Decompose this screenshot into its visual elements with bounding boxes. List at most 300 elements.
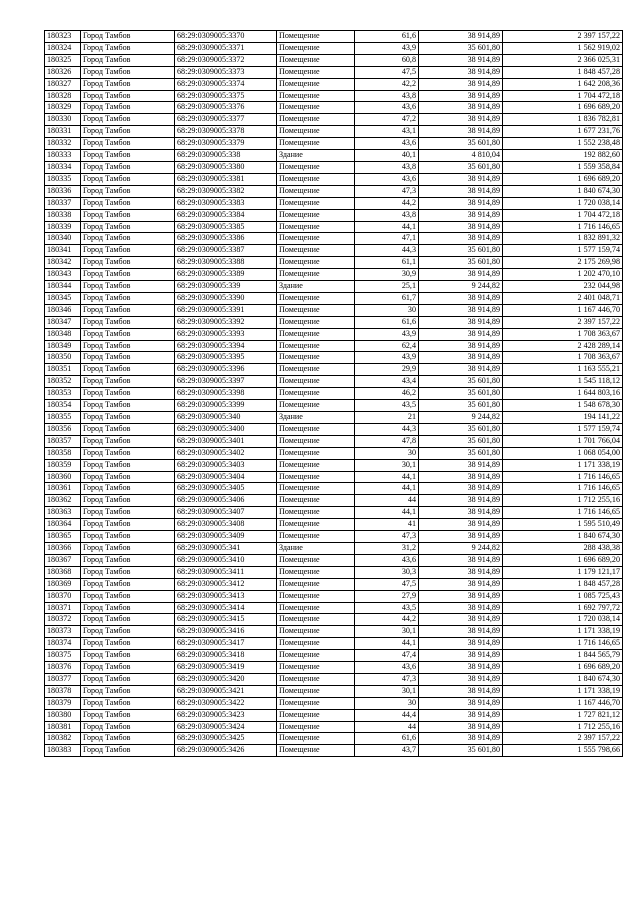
unit-value-cell: 35 601,80: [419, 423, 503, 435]
area-cell: 43,8: [355, 90, 419, 102]
city-cell: Город Тамбов: [81, 650, 175, 662]
row-number-cell: 180330: [45, 114, 81, 126]
area-cell: 46,2: [355, 388, 419, 400]
cadastral-value-cell: 1 848 457,28: [503, 578, 623, 590]
city-cell: Город Тамбов: [81, 233, 175, 245]
unit-value-cell: 38 914,89: [419, 626, 503, 638]
cadastral-number-cell: 68:29:0309005:3420: [175, 673, 277, 685]
unit-value-cell: 38 914,89: [419, 352, 503, 364]
object-type-cell: Помещение: [277, 554, 355, 566]
row-number-cell: 180374: [45, 638, 81, 650]
object-type-cell: Помещение: [277, 173, 355, 185]
row-number-cell: 180344: [45, 281, 81, 293]
city-cell: Город Тамбов: [81, 685, 175, 697]
table-row: [45, 138, 623, 150]
cadastral-value-cell: 2 397 157,22: [503, 316, 623, 328]
cadastral-number-cell: 68:29:0309005:3401: [175, 435, 277, 447]
object-type-cell: Помещение: [277, 388, 355, 400]
row-number-cell: 180361: [45, 483, 81, 495]
object-type-cell: Помещение: [277, 662, 355, 674]
area-cell: 44,4: [355, 709, 419, 721]
cadastral-number-cell: 68:29:0309005:3386: [175, 233, 277, 245]
table-row: [45, 316, 623, 328]
unit-value-cell: 38 914,89: [419, 554, 503, 566]
unit-value-cell: 38 914,89: [419, 709, 503, 721]
area-cell: 43,6: [355, 102, 419, 114]
city-cell: Город Тамбов: [81, 602, 175, 614]
unit-value-cell: 38 914,89: [419, 590, 503, 602]
unit-value-cell: 38 914,89: [419, 221, 503, 233]
row-number-cell: 180379: [45, 697, 81, 709]
unit-value-cell: 38 914,89: [419, 233, 503, 245]
unit-value-cell: 38 914,89: [419, 614, 503, 626]
object-type-cell: Помещение: [277, 519, 355, 531]
row-number-cell: 180335: [45, 173, 81, 185]
row-number-cell: 180329: [45, 102, 81, 114]
row-number-cell: 180354: [45, 400, 81, 412]
city-cell: Город Тамбов: [81, 614, 175, 626]
row-number-cell: 180369: [45, 578, 81, 590]
table-row: [45, 483, 623, 495]
area-cell: 44: [355, 721, 419, 733]
table-row: [45, 197, 623, 209]
city-cell: Город Тамбов: [81, 471, 175, 483]
object-type-cell: Помещение: [277, 364, 355, 376]
city-cell: Город Тамбов: [81, 281, 175, 293]
cadastral-value-cell: 1 704 472,18: [503, 90, 623, 102]
row-number-cell: 180366: [45, 542, 81, 554]
cadastral-value-cell: 1 716 146,65: [503, 471, 623, 483]
city-cell: Город Тамбов: [81, 316, 175, 328]
cadastral-value-cell: 1 085 725,43: [503, 590, 623, 602]
object-type-cell: Помещение: [277, 471, 355, 483]
table-row: [45, 54, 623, 66]
area-cell: 61,1: [355, 257, 419, 269]
cadastral-value-cell: 1 644 803,16: [503, 388, 623, 400]
row-number-cell: 180324: [45, 42, 81, 54]
cadastral-number-cell: 68:29:0309005:3412: [175, 578, 277, 590]
city-cell: Город Тамбов: [81, 745, 175, 757]
unit-value-cell: 38 914,89: [419, 507, 503, 519]
city-cell: Город Тамбов: [81, 269, 175, 281]
table-row: [45, 352, 623, 364]
city-cell: Город Тамбов: [81, 114, 175, 126]
table-row: [45, 376, 623, 388]
row-number-cell: 180327: [45, 78, 81, 90]
area-cell: 43,7: [355, 745, 419, 757]
object-type-cell: Помещение: [277, 423, 355, 435]
row-number-cell: 180352: [45, 376, 81, 388]
cadastral-number-cell: 68:29:0309005:3374: [175, 78, 277, 90]
row-number-cell: 180331: [45, 126, 81, 138]
cadastral-value-cell: 1 696 689,20: [503, 173, 623, 185]
unit-value-cell: 38 914,89: [419, 292, 503, 304]
cadastral-number-cell: 68:29:0309005:340: [175, 412, 277, 424]
cadastral-number-cell: 68:29:0309005:3394: [175, 340, 277, 352]
area-cell: 47,5: [355, 66, 419, 78]
object-type-cell: Помещение: [277, 197, 355, 209]
table-row: [45, 304, 623, 316]
object-type-cell: Помещение: [277, 673, 355, 685]
cadastral-number-cell: 68:29:0309005:3384: [175, 209, 277, 221]
object-type-cell: Помещение: [277, 400, 355, 412]
object-type-cell: Помещение: [277, 304, 355, 316]
cadastral-number-cell: 68:29:0309005:3372: [175, 54, 277, 66]
area-cell: 43,4: [355, 376, 419, 388]
unit-value-cell: 38 914,89: [419, 31, 503, 43]
object-type-cell: Помещение: [277, 78, 355, 90]
object-type-cell: Помещение: [277, 531, 355, 543]
table-row: [45, 412, 623, 424]
area-cell: 43,9: [355, 42, 419, 54]
area-cell: 44,1: [355, 483, 419, 495]
row-number-cell: 180371: [45, 602, 81, 614]
unit-value-cell: 38 914,89: [419, 78, 503, 90]
row-number-cell: 180380: [45, 709, 81, 721]
unit-value-cell: 38 914,89: [419, 328, 503, 340]
table-row: [45, 185, 623, 197]
unit-value-cell: 38 914,89: [419, 519, 503, 531]
object-type-cell: Помещение: [277, 245, 355, 257]
cadastral-number-cell: 68:29:0309005:3413: [175, 590, 277, 602]
cadastral-number-cell: 68:29:0309005:3382: [175, 185, 277, 197]
table-row: [45, 662, 623, 674]
cadastral-value-cell: 1 179 121,17: [503, 566, 623, 578]
city-cell: Город Тамбов: [81, 519, 175, 531]
table-row: [45, 292, 623, 304]
object-type-cell: Помещение: [277, 602, 355, 614]
table-row: [45, 542, 623, 554]
object-type-cell: Здание: [277, 281, 355, 293]
object-type-cell: Помещение: [277, 328, 355, 340]
table-row: [45, 400, 623, 412]
row-number-cell: 180363: [45, 507, 81, 519]
cadastral-value-cell: 1 716 146,65: [503, 638, 623, 650]
cadastral-number-cell: 68:29:0309005:338: [175, 150, 277, 162]
unit-value-cell: 35 601,80: [419, 376, 503, 388]
unit-value-cell: 38 914,89: [419, 209, 503, 221]
table-row: [45, 245, 623, 257]
cadastral-number-cell: 68:29:0309005:3419: [175, 662, 277, 674]
cadastral-value-cell: 1 577 159,74: [503, 245, 623, 257]
row-number-cell: 180323: [45, 31, 81, 43]
area-cell: 30,1: [355, 459, 419, 471]
row-number-cell: 180358: [45, 447, 81, 459]
city-cell: Город Тамбов: [81, 31, 175, 43]
table-row: [45, 602, 623, 614]
city-cell: Город Тамбов: [81, 566, 175, 578]
area-cell: 44,1: [355, 638, 419, 650]
cadastral-value-cell: 1 163 555,21: [503, 364, 623, 376]
area-cell: 30: [355, 697, 419, 709]
unit-value-cell: 35 601,80: [419, 161, 503, 173]
table-row: [45, 269, 623, 281]
object-type-cell: Помещение: [277, 376, 355, 388]
cadastral-value-cell: 1 696 689,20: [503, 662, 623, 674]
object-type-cell: Помещение: [277, 138, 355, 150]
cadastral-value-cell: 2 397 157,22: [503, 31, 623, 43]
row-number-cell: 180337: [45, 197, 81, 209]
area-cell: 43,8: [355, 209, 419, 221]
city-cell: Город Тамбов: [81, 662, 175, 674]
city-cell: Город Тамбов: [81, 554, 175, 566]
city-cell: Город Тамбов: [81, 673, 175, 685]
cadastral-value-cell: 1 595 510,49: [503, 519, 623, 531]
city-cell: Город Тамбов: [81, 590, 175, 602]
cadastral-number-cell: 68:29:0309005:3405: [175, 483, 277, 495]
city-cell: Город Тамбов: [81, 138, 175, 150]
cadastral-number-cell: 68:29:0309005:3416: [175, 626, 277, 638]
cadastral-value-cell: 192 882,60: [503, 150, 623, 162]
city-cell: Город Тамбов: [81, 578, 175, 590]
object-type-cell: Помещение: [277, 340, 355, 352]
cadastral-number-cell: 68:29:0309005:3425: [175, 733, 277, 745]
area-cell: 43,5: [355, 602, 419, 614]
area-cell: 30,1: [355, 626, 419, 638]
area-cell: 44,2: [355, 614, 419, 626]
cadastral-number-cell: 68:29:0309005:3398: [175, 388, 277, 400]
cadastral-number-cell: 68:29:0309005:3381: [175, 173, 277, 185]
cadastral-number-cell: 68:29:0309005:3371: [175, 42, 277, 54]
row-number-cell: 180333: [45, 150, 81, 162]
row-number-cell: 180367: [45, 554, 81, 566]
row-number-cell: 180347: [45, 316, 81, 328]
unit-value-cell: 38 914,89: [419, 459, 503, 471]
area-cell: 61,6: [355, 31, 419, 43]
area-cell: 47,1: [355, 233, 419, 245]
area-cell: 21: [355, 412, 419, 424]
row-number-cell: 180328: [45, 90, 81, 102]
cadastral-value-cell: 1 712 255,16: [503, 721, 623, 733]
row-number-cell: 180373: [45, 626, 81, 638]
area-cell: 62,4: [355, 340, 419, 352]
object-type-cell: Помещение: [277, 185, 355, 197]
area-cell: 61,7: [355, 292, 419, 304]
area-cell: 44,1: [355, 507, 419, 519]
city-cell: Город Тамбов: [81, 364, 175, 376]
unit-value-cell: 38 914,89: [419, 685, 503, 697]
cadastral-number-cell: 68:29:0309005:3403: [175, 459, 277, 471]
object-type-cell: Здание: [277, 150, 355, 162]
city-cell: Город Тамбов: [81, 209, 175, 221]
unit-value-cell: 38 914,89: [419, 364, 503, 376]
row-number-cell: 180365: [45, 531, 81, 543]
area-cell: 30,3: [355, 566, 419, 578]
object-type-cell: Помещение: [277, 126, 355, 138]
unit-value-cell: 9 244,82: [419, 281, 503, 293]
row-number-cell: 180372: [45, 614, 81, 626]
city-cell: Город Тамбов: [81, 531, 175, 543]
cadastral-number-cell: 68:29:0309005:3408: [175, 519, 277, 531]
unit-value-cell: 38 914,89: [419, 304, 503, 316]
cadastral-number-cell: 68:29:0309005:3378: [175, 126, 277, 138]
cadastral-value-cell: 1 716 146,65: [503, 483, 623, 495]
area-cell: 29,9: [355, 364, 419, 376]
unit-value-cell: 38 914,89: [419, 662, 503, 674]
area-cell: 60,8: [355, 54, 419, 66]
table-row: [45, 340, 623, 352]
area-cell: 25,1: [355, 281, 419, 293]
cadastral-value-cell: 1 692 797,72: [503, 602, 623, 614]
row-number-cell: 180381: [45, 721, 81, 733]
table-row: [45, 281, 623, 293]
area-cell: 43,6: [355, 138, 419, 150]
area-cell: 43,9: [355, 352, 419, 364]
cadastral-value-cell: 1 836 782,81: [503, 114, 623, 126]
table-row: [45, 221, 623, 233]
city-cell: Город Тамбов: [81, 66, 175, 78]
table-row: [45, 459, 623, 471]
cadastral-number-cell: 68:29:0309005:3392: [175, 316, 277, 328]
city-cell: Город Тамбов: [81, 412, 175, 424]
cadastral-value-cell: 1 720 038,14: [503, 197, 623, 209]
cadastral-value-cell: 1 577 159,74: [503, 423, 623, 435]
cadastral-number-cell: 68:29:0309005:3387: [175, 245, 277, 257]
row-number-cell: 180350: [45, 352, 81, 364]
row-number-cell: 180343: [45, 269, 81, 281]
unit-value-cell: 35 601,80: [419, 138, 503, 150]
cadastral-number-cell: 68:29:0309005:3407: [175, 507, 277, 519]
city-cell: Город Тамбов: [81, 245, 175, 257]
city-cell: Город Тамбов: [81, 328, 175, 340]
cadastral-value-cell: 1 559 358,84: [503, 161, 623, 173]
cadastral-value-cell: 1 708 363,67: [503, 328, 623, 340]
table-row: [45, 447, 623, 459]
area-cell: 30,1: [355, 685, 419, 697]
object-type-cell: Здание: [277, 412, 355, 424]
table-row: [45, 650, 623, 662]
table-row: [45, 626, 623, 638]
cadastral-number-cell: 68:29:0309005:3373: [175, 66, 277, 78]
table-row: [45, 90, 623, 102]
cadastral-value-cell: 1 202 470,10: [503, 269, 623, 281]
cadastral-number-cell: 68:29:0309005:3383: [175, 197, 277, 209]
unit-value-cell: 38 914,89: [419, 697, 503, 709]
object-type-cell: Помещение: [277, 209, 355, 221]
area-cell: 47,3: [355, 185, 419, 197]
cadastral-value-cell: 2 397 157,22: [503, 733, 623, 745]
row-number-cell: 180346: [45, 304, 81, 316]
object-type-cell: Помещение: [277, 614, 355, 626]
cadastral-number-cell: 68:29:0309005:3376: [175, 102, 277, 114]
table-row: [45, 471, 623, 483]
cadastral-number-cell: 68:29:0309005:3406: [175, 495, 277, 507]
area-cell: 31,2: [355, 542, 419, 554]
unit-value-cell: 38 914,89: [419, 495, 503, 507]
table-row: [45, 435, 623, 447]
cadastral-number-cell: 68:29:0309005:3424: [175, 721, 277, 733]
area-cell: 47,5: [355, 578, 419, 590]
area-cell: 43,1: [355, 126, 419, 138]
cadastral-number-cell: 68:29:0309005:3395: [175, 352, 277, 364]
row-number-cell: 180345: [45, 292, 81, 304]
unit-value-cell: 38 914,89: [419, 114, 503, 126]
city-cell: Город Тамбов: [81, 197, 175, 209]
table-row: [45, 590, 623, 602]
cadastral-number-cell: 68:29:0309005:3402: [175, 447, 277, 459]
cadastral-number-cell: 68:29:0309005:341: [175, 542, 277, 554]
unit-value-cell: 38 914,89: [419, 90, 503, 102]
table-row: [45, 745, 623, 757]
cadastral-number-cell: 68:29:0309005:3411: [175, 566, 277, 578]
unit-value-cell: 35 601,80: [419, 257, 503, 269]
object-type-cell: Помещение: [277, 114, 355, 126]
row-number-cell: 180377: [45, 673, 81, 685]
cadastral-number-cell: 68:29:0309005:3410: [175, 554, 277, 566]
row-number-cell: 180383: [45, 745, 81, 757]
city-cell: Город Тамбов: [81, 90, 175, 102]
row-number-cell: 180336: [45, 185, 81, 197]
row-number-cell: 180376: [45, 662, 81, 674]
table-row: [45, 161, 623, 173]
area-cell: 47,4: [355, 650, 419, 662]
area-cell: 44,2: [355, 197, 419, 209]
object-type-cell: Помещение: [277, 483, 355, 495]
unit-value-cell: 35 601,80: [419, 435, 503, 447]
city-cell: Город Тамбов: [81, 447, 175, 459]
cadastral-number-cell: 68:29:0309005:3390: [175, 292, 277, 304]
cadastral-value-cell: 1 727 821,12: [503, 709, 623, 721]
area-cell: 44,1: [355, 471, 419, 483]
cadastral-value-cell: 288 438,38: [503, 542, 623, 554]
row-number-cell: 180362: [45, 495, 81, 507]
table-row: [45, 102, 623, 114]
row-number-cell: 180340: [45, 233, 81, 245]
table-row: [45, 614, 623, 626]
row-number-cell: 180355: [45, 412, 81, 424]
cadastral-value-cell: 2 366 025,31: [503, 54, 623, 66]
table-row: [45, 42, 623, 54]
city-cell: Город Тамбов: [81, 42, 175, 54]
cadastral-number-cell: 68:29:0309005:3385: [175, 221, 277, 233]
cadastral-value-cell: 1 068 054,00: [503, 447, 623, 459]
table-row: [45, 173, 623, 185]
city-cell: Город Тамбов: [81, 292, 175, 304]
unit-value-cell: 38 914,89: [419, 471, 503, 483]
object-type-cell: Здание: [277, 542, 355, 554]
unit-value-cell: 38 914,89: [419, 650, 503, 662]
cadastral-number-cell: 68:29:0309005:3414: [175, 602, 277, 614]
object-type-cell: Помещение: [277, 257, 355, 269]
unit-value-cell: 38 914,89: [419, 185, 503, 197]
area-cell: 30,9: [355, 269, 419, 281]
city-cell: Город Тамбов: [81, 459, 175, 471]
cadastral-number-cell: 68:29:0309005:3399: [175, 400, 277, 412]
object-type-cell: Помещение: [277, 459, 355, 471]
row-number-cell: 180351: [45, 364, 81, 376]
row-number-cell: 180349: [45, 340, 81, 352]
document-page: [44, 30, 622, 757]
cadastral-value-cell: 1 696 689,20: [503, 554, 623, 566]
city-cell: Город Тамбов: [81, 721, 175, 733]
area-cell: 27,9: [355, 590, 419, 602]
cadastral-value-cell: 2 401 048,71: [503, 292, 623, 304]
unit-value-cell: 38 914,89: [419, 602, 503, 614]
object-type-cell: Помещение: [277, 566, 355, 578]
city-cell: Город Тамбов: [81, 626, 175, 638]
cadastral-value-cell: 1 840 674,30: [503, 531, 623, 543]
cadastral-value-cell: 1 167 446,70: [503, 304, 623, 316]
city-cell: Город Тамбов: [81, 733, 175, 745]
row-number-cell: 180353: [45, 388, 81, 400]
unit-value-cell: 38 914,89: [419, 733, 503, 745]
row-number-cell: 180382: [45, 733, 81, 745]
table-row: [45, 697, 623, 709]
unit-value-cell: 35 601,80: [419, 447, 503, 459]
area-cell: 30: [355, 304, 419, 316]
area-cell: 43,5: [355, 400, 419, 412]
table-row: [45, 66, 623, 78]
